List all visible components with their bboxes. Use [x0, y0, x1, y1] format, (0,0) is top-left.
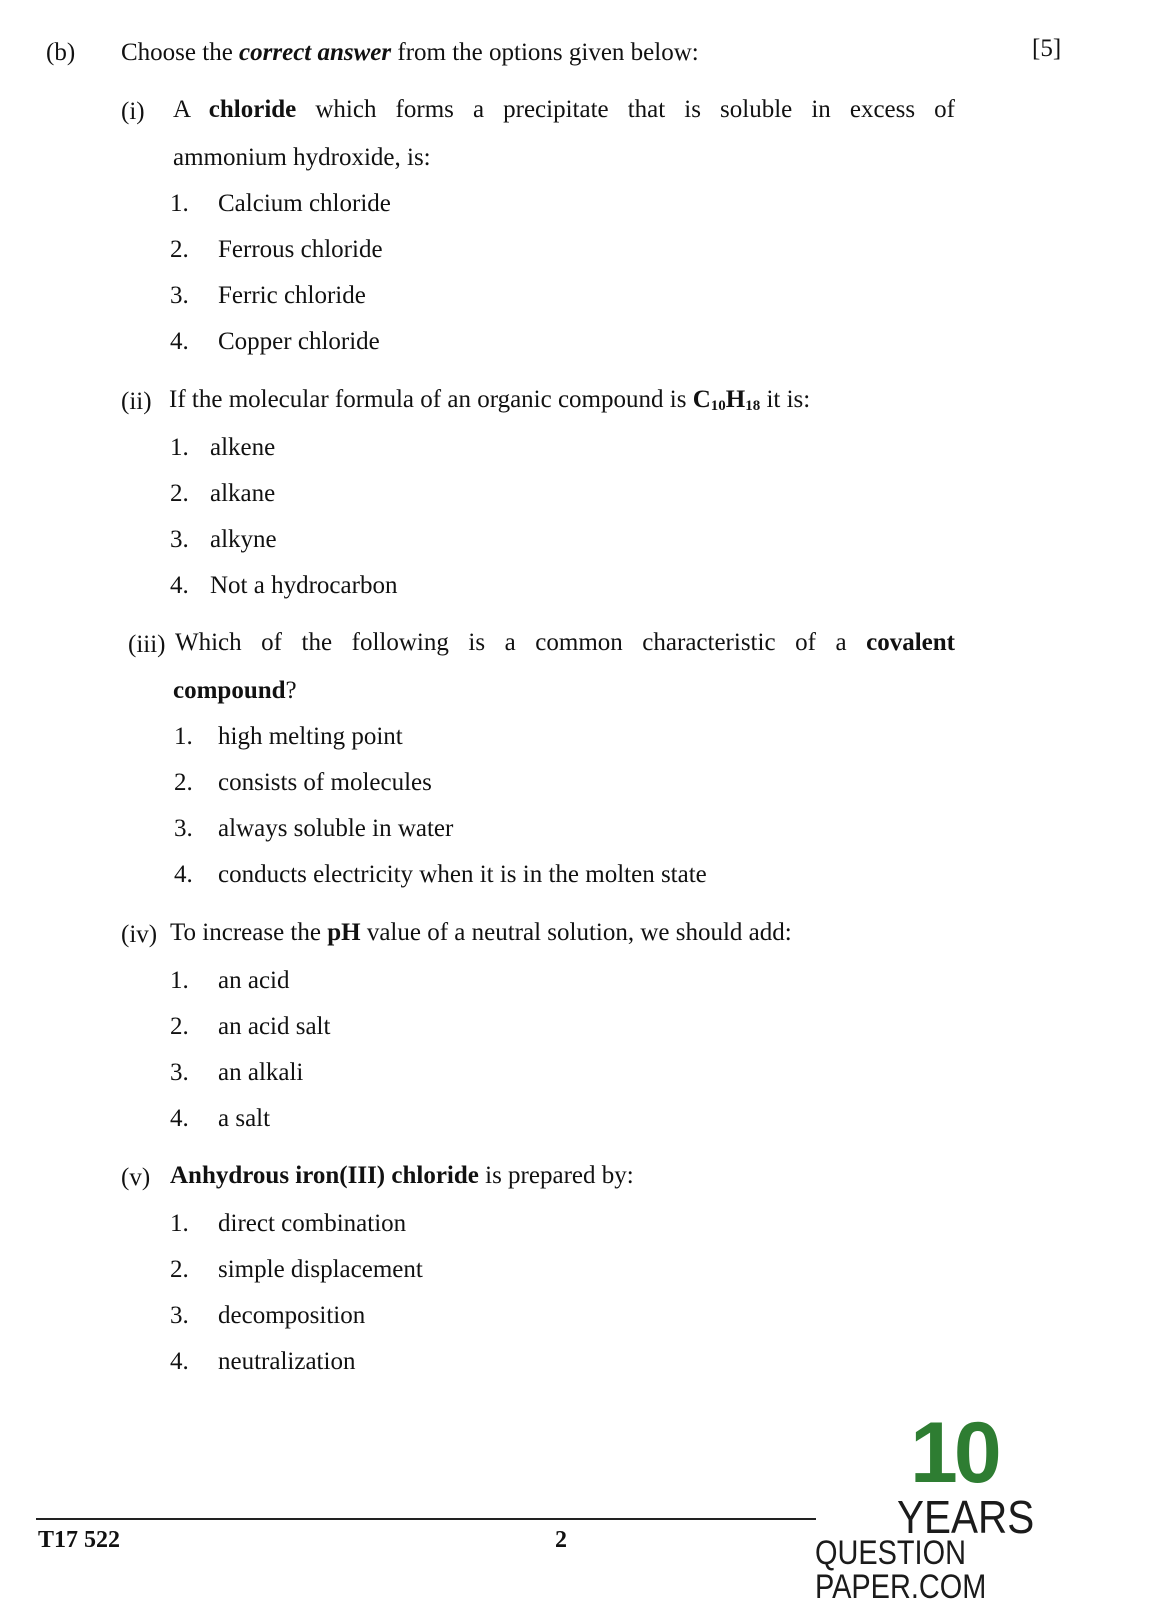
- question-5-text: [170, 1163, 634, 1188]
- q5-opt-1-num: 1.: [170, 1210, 189, 1237]
- q4-text-post: value of a neutral solution, we should add:: [360, 919, 792, 946]
- q3-opt-4-text: conducts electricity when it is in the molten state: [218, 861, 707, 888]
- question-3-line-2: [173, 678, 297, 703]
- instruction-post: from the options given below:: [391, 39, 699, 66]
- q3-bold-2: compound: [173, 677, 286, 704]
- q2-text-pre: If the molecular formula of an organic compound is: [169, 386, 693, 413]
- q2-formula-c: C: [692, 386, 711, 413]
- q1-opt-1-text: Calcium chloride: [218, 190, 391, 217]
- question-3-line-1: [175, 630, 955, 655]
- instruction: [121, 40, 699, 65]
- q2-formula-h-sub: 18: [745, 398, 761, 414]
- site-logo: [815, 1405, 1105, 1606]
- q2-text-post: it is:: [760, 386, 811, 413]
- question-1-number: (i): [121, 98, 145, 125]
- q4-opt-4-text: a salt: [218, 1105, 271, 1132]
- q4-opt-1-text: an acid: [218, 967, 290, 994]
- q4-bold: pH: [327, 919, 361, 946]
- q5-opt-3-text: decomposition: [218, 1302, 366, 1329]
- q1-opt-2-num: 2.: [170, 236, 189, 263]
- q1-text-b: which forms a precipitate that is soluble in excess of: [315, 96, 956, 123]
- question-2-text: [169, 387, 810, 414]
- q5-opt-1-text: direct combination: [218, 1210, 407, 1237]
- page-number: 2: [555, 1527, 567, 1553]
- q5-opt-2-num: 2.: [170, 1256, 189, 1283]
- q1-opt-4-text: Copper chloride: [218, 328, 380, 355]
- q1-text-a: A: [173, 96, 190, 123]
- q5-opt-4-num: 4.: [170, 1348, 189, 1375]
- paper-code: T17 522: [38, 1527, 121, 1553]
- q1-opt-4-num: 4.: [170, 328, 189, 355]
- q3-opt-4-num: 4.: [174, 861, 193, 888]
- question-1-line-1: [173, 97, 955, 122]
- q2-opt-1-text: alkene: [210, 434, 276, 461]
- question-5-number: (v): [121, 1164, 151, 1191]
- q5-opt-4-text: neutralization: [218, 1348, 356, 1375]
- q4-opt-1-num: 1.: [170, 967, 189, 994]
- q2-opt-3-text: alkyne: [210, 526, 277, 553]
- q4-opt-3-num: 3.: [170, 1059, 189, 1086]
- q3-opt-3-num: 3.: [174, 815, 193, 842]
- q3-line2-post: ?: [285, 677, 297, 704]
- question-4-text: [170, 920, 792, 945]
- q3-bold-1: covalent: [866, 629, 955, 656]
- q3-text-a: Which of the following is a common characteristic of a: [175, 629, 847, 656]
- q2-opt-3-num: 3.: [170, 526, 189, 553]
- q1-opt-2-text: Ferrous chloride: [218, 236, 383, 263]
- q3-opt-1-num: 1.: [174, 723, 193, 750]
- footer-rule: [36, 1518, 816, 1520]
- instruction-emphasis: correct answer: [239, 39, 392, 66]
- q1-opt-1-num: 1.: [170, 190, 189, 217]
- logo-years: YEARS: [897, 1491, 1035, 1543]
- q4-opt-4-num: 4.: [170, 1105, 189, 1132]
- q1-opt-3-num: 3.: [170, 282, 189, 309]
- q5-bold: Anhydrous iron(III) chloride: [170, 1162, 479, 1189]
- question-2-number: (ii): [121, 388, 152, 415]
- q1-bold: chloride: [208, 96, 297, 123]
- question-4-number: (iv): [121, 921, 158, 948]
- q5-text-post: is prepared by:: [478, 1162, 634, 1189]
- q5-opt-3-num: 3.: [170, 1302, 189, 1329]
- question-1-line-2: ammonium hydroxide, is:: [173, 144, 431, 171]
- q2-opt-4-num: 4.: [170, 572, 189, 599]
- logo-number: 10: [910, 1405, 998, 1501]
- q2-formula-h: H: [725, 386, 746, 413]
- q5-opt-2-text: simple displacement: [218, 1256, 423, 1283]
- q3-opt-3-text: always soluble in water: [218, 815, 454, 842]
- question-3-number: (iii): [128, 631, 166, 658]
- q3-opt-1-text: high melting point: [218, 723, 403, 750]
- q2-opt-2-text: alkane: [210, 480, 276, 507]
- q2-formula-c-sub: 10: [710, 398, 726, 414]
- q4-opt-2-num: 2.: [170, 1013, 189, 1040]
- q1-opt-3-text: Ferric chloride: [218, 282, 366, 309]
- q4-text-pre: To increase the: [170, 919, 328, 946]
- q2-opt-4-text: Not a hydrocarbon: [210, 572, 398, 599]
- q3-opt-2-text: consists of molecules: [218, 769, 432, 796]
- part-label: (b): [46, 39, 76, 66]
- q2-opt-2-num: 2.: [170, 480, 189, 507]
- q4-opt-3-text: an alkali: [218, 1059, 304, 1086]
- q2-opt-1-num: 1.: [170, 434, 189, 461]
- instruction-pre: Choose the: [121, 39, 240, 66]
- logo-site: QUESTION PAPER.COM: [815, 1534, 987, 1606]
- marks: [5]: [1032, 35, 1062, 62]
- q3-opt-2-num: 2.: [174, 769, 193, 796]
- q4-opt-2-text: an acid salt: [218, 1013, 331, 1040]
